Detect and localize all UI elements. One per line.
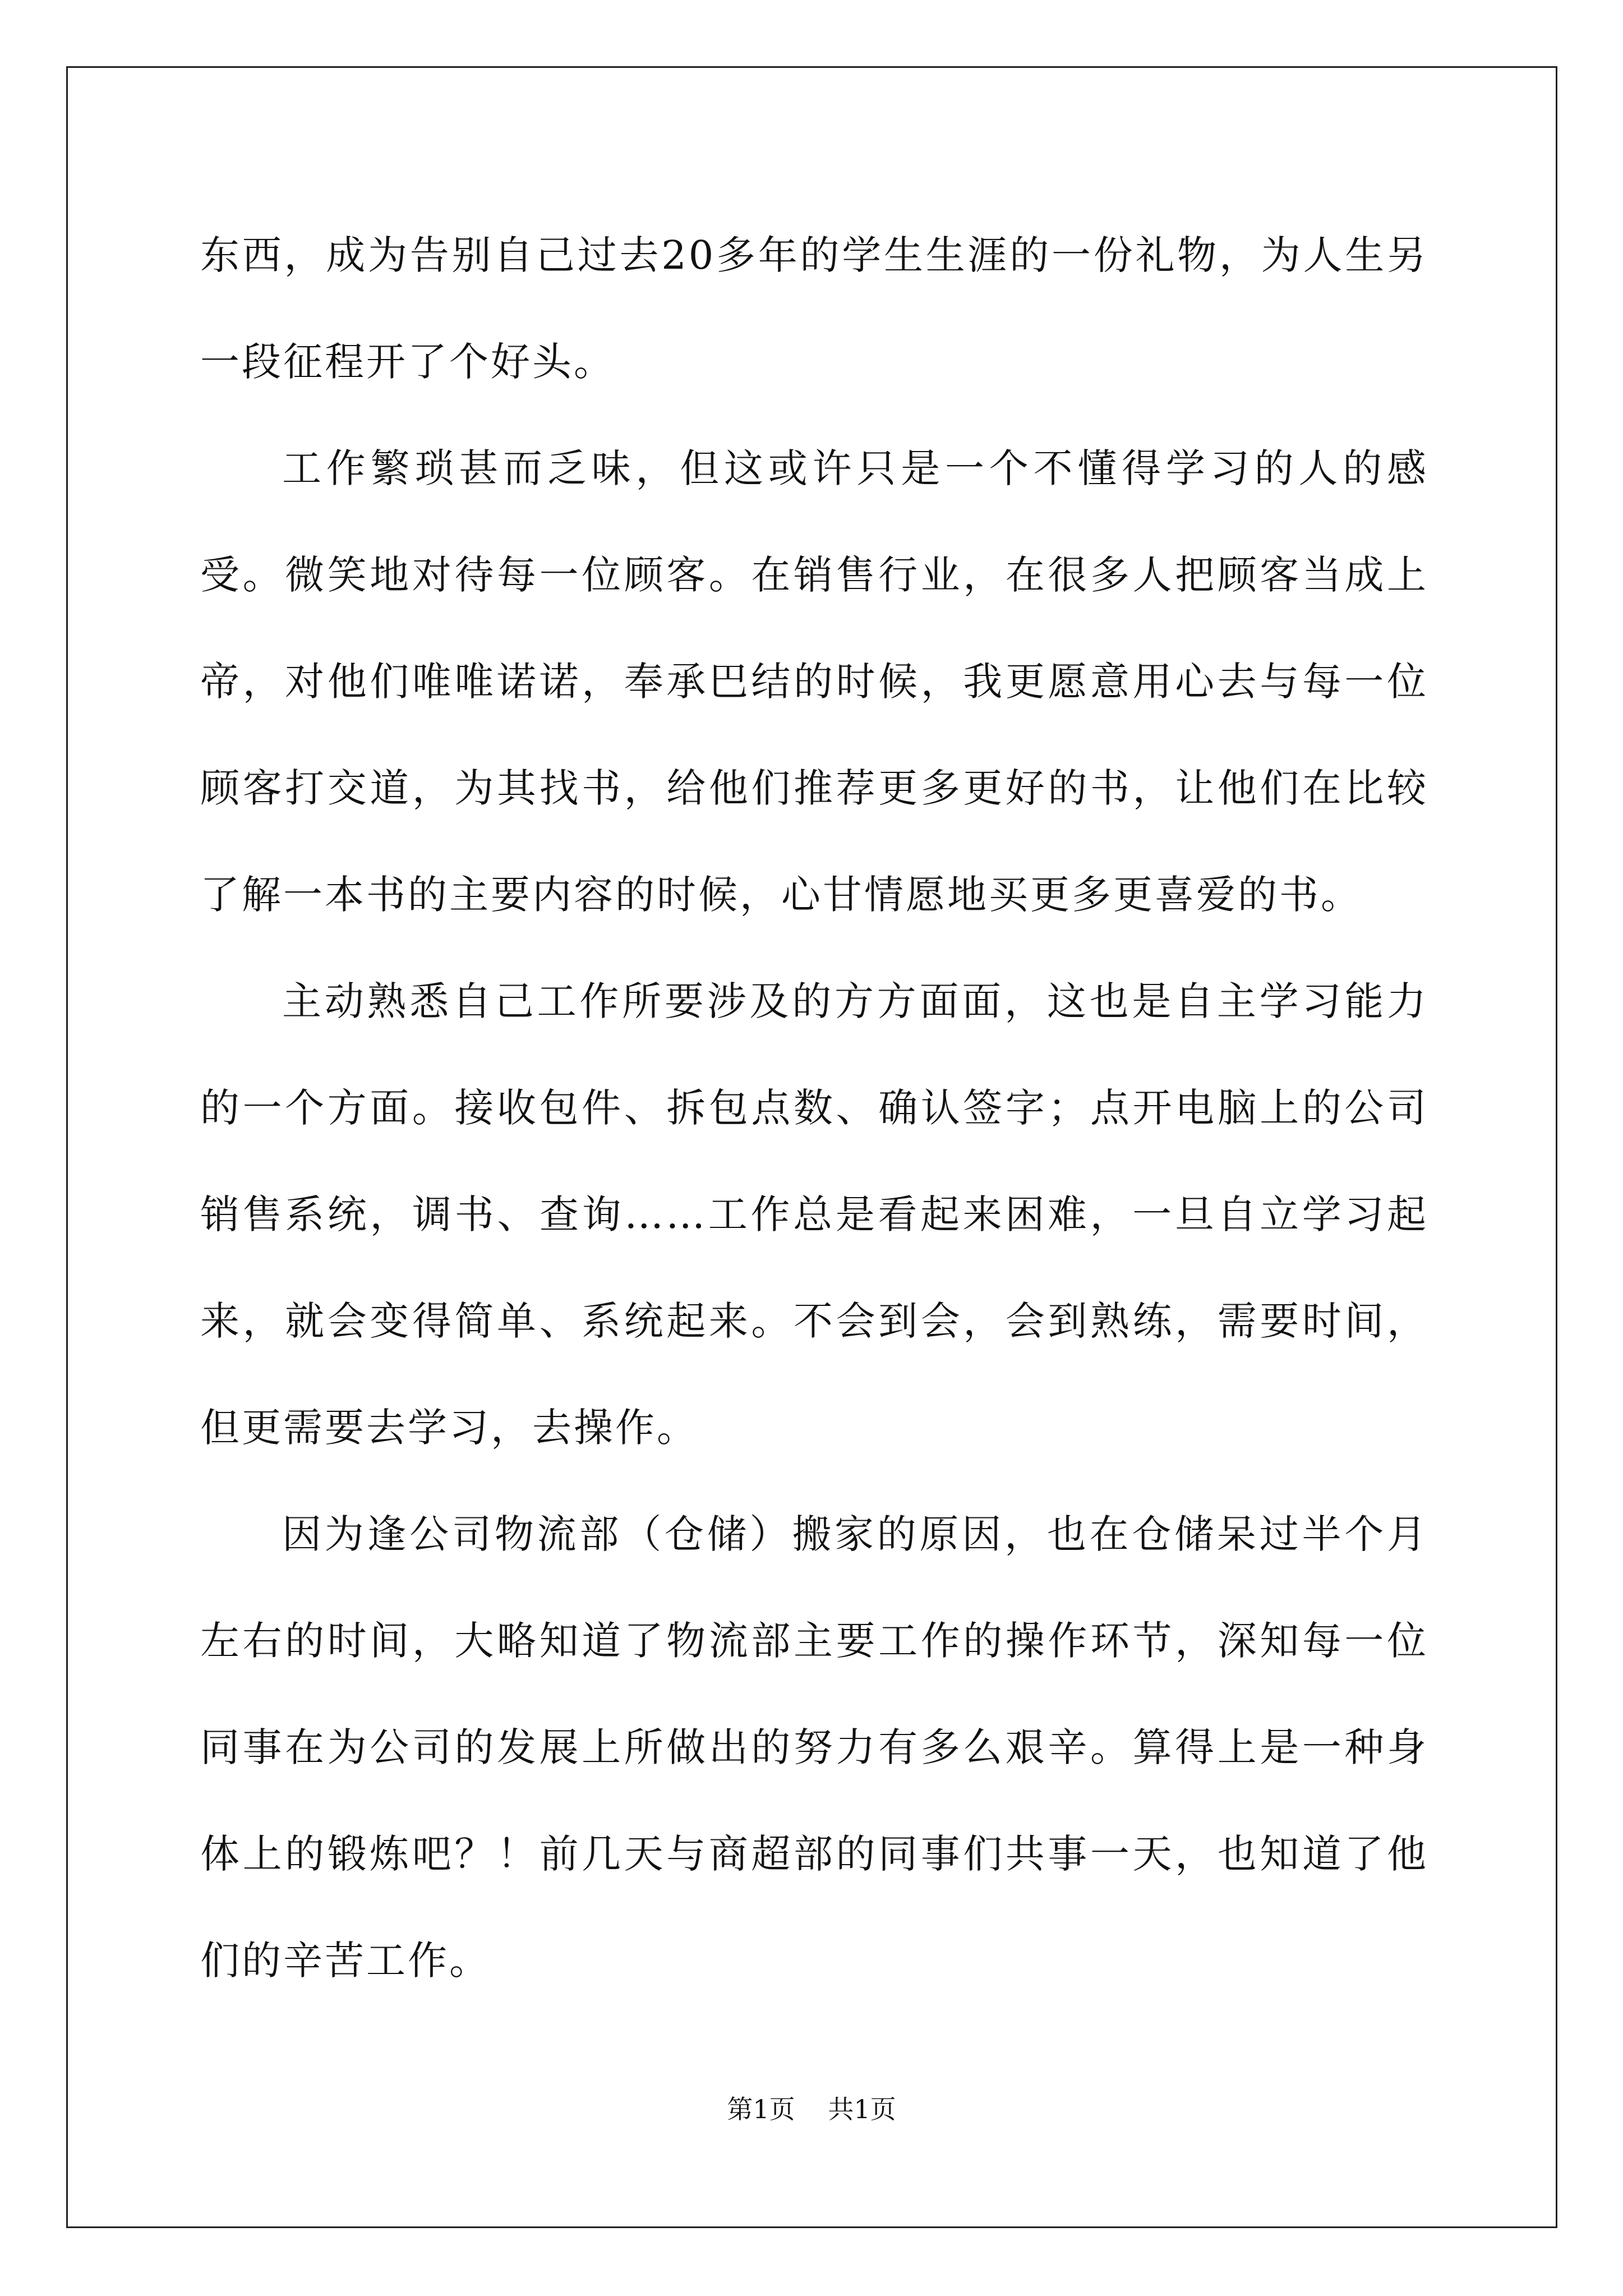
page-number-current: 第1页: [727, 2094, 795, 2124]
paragraph-2: 工作繁琐甚而乏味，但这或许只是一个不懂得学习的人的感受。微笑地对待每一位顾客。在销售行业，在很多人把顾客当成上帝，对他们唯唯诺诺，奉承巴结的时候，我更愿意用心去与每一位顾客打交道，为其找书，给他们推荐更多更好的书，让他们在比较了解一本书的主要内容的时候，心甘情愿地买更多更喜爱的书。: [200, 445, 1428, 918]
page-number-total: 共1页: [828, 2094, 896, 2124]
paragraph-3: 主动熟悉自己工作所要涉及的方方面面，这也是自主学习能力的一个方面。接收包件、拆包点数、确认签字；点开电脑上的公司销售系统，调书、查询……工作总是看起来困难，一旦自立学习起来，就会变得简单、系统起来。不会到会，会到熟练，需要时间，但更需要去学习，去操作。: [200, 978, 1428, 1451]
paragraph-1: 东西，成为告别自己过去20多年的学生生涯的一份礼物，为人生另一段征程开了个好头。: [200, 232, 1428, 385]
document-body: [200, 202, 1428, 2014]
paragraph-4: 因为逢公司物流部（仓储）搬家的原因，也在仓储呆过半个月左右的时间，大略知道了物流部主要工作的操作环节，深知每一位同事在为公司的发展上所做出的努力有多么艰辛。算得上是一种身体上的锻炼吧？！前几天与商超部的同事们共事一天，也知道了他们的辛苦工作。: [200, 1511, 1428, 1984]
page-footer: [0, 2092, 1623, 2126]
